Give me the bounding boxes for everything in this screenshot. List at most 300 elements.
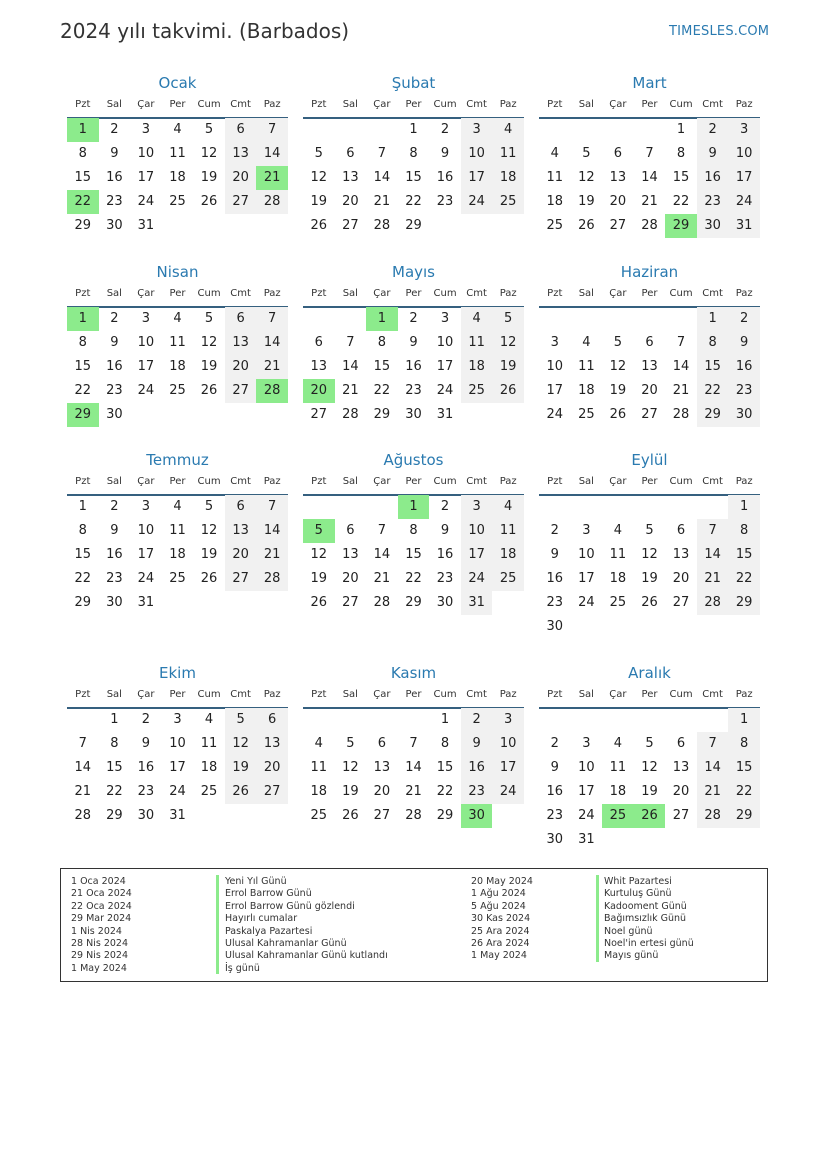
- day-cell[interactable]: 16: [697, 166, 729, 190]
- day-cell[interactable]: 8: [728, 519, 760, 543]
- day-cell[interactable]: 5: [204, 122, 214, 137]
- day-cell[interactable]: 31: [578, 832, 595, 847]
- day-cell[interactable]: 23: [106, 571, 123, 586]
- day-cell[interactable]: 18: [492, 543, 524, 567]
- day-cell[interactable]: 11: [609, 547, 627, 562]
- day-cell[interactable]: 15: [405, 547, 422, 562]
- day-cell[interactable]: 12: [578, 170, 595, 185]
- day-cell[interactable]: 19: [641, 784, 658, 799]
- day-cell[interactable]: 14: [256, 331, 288, 355]
- day-cell[interactable]: 24: [436, 383, 454, 398]
- day-cell[interactable]: 21: [373, 194, 391, 209]
- day-cell[interactable]: 14: [697, 756, 729, 780]
- day-cell[interactable]: 29: [405, 595, 422, 610]
- day-cell[interactable]: 20: [225, 355, 257, 379]
- day-cell[interactable]: 7: [409, 736, 418, 751]
- day-cell[interactable]: 25: [169, 571, 186, 586]
- day-cell[interactable]: 27: [342, 595, 359, 610]
- day-cell[interactable]: 8: [78, 146, 87, 161]
- day-cell[interactable]: 18: [461, 355, 493, 379]
- day-cell[interactable]: 29: [728, 591, 760, 615]
- day-cell[interactable]: 28: [256, 190, 288, 214]
- day-cell[interactable]: 30: [436, 595, 454, 610]
- day-cell[interactable]: 6: [377, 736, 387, 751]
- day-cell[interactable]: 8: [110, 736, 119, 751]
- day-cell[interactable]: 3: [440, 311, 450, 326]
- day-cell[interactable]: 25: [609, 595, 627, 610]
- day-cell[interactable]: 5: [346, 736, 355, 751]
- day-cell[interactable]: 29: [67, 403, 99, 427]
- day-cell[interactable]: 24: [137, 383, 155, 398]
- day-cell[interactable]: 8: [78, 523, 87, 538]
- day-cell[interactable]: 3: [582, 523, 591, 538]
- day-cell[interactable]: 20: [225, 166, 257, 190]
- day-cell[interactable]: 19: [492, 355, 524, 379]
- day-cell[interactable]: 27: [641, 407, 658, 422]
- day-cell[interactable]: 13: [256, 732, 288, 756]
- day-cell[interactable]: 7: [697, 732, 729, 756]
- day-cell[interactable]: 10: [492, 732, 524, 756]
- day-cell[interactable]: 14: [672, 359, 690, 374]
- day-cell[interactable]: 20: [373, 784, 391, 799]
- day-cell[interactable]: 24: [578, 595, 595, 610]
- day-cell[interactable]: 25: [492, 190, 524, 214]
- day-cell[interactable]: 2: [141, 712, 151, 727]
- day-cell[interactable]: 5: [582, 146, 591, 161]
- day-cell[interactable]: 3: [173, 712, 182, 727]
- day-cell[interactable]: 7: [256, 118, 288, 142]
- day-cell[interactable]: 7: [645, 146, 654, 161]
- day-cell[interactable]: 28: [373, 218, 391, 233]
- day-cell[interactable]: 31: [169, 808, 186, 823]
- day-cell[interactable]: 20: [641, 383, 658, 398]
- day-cell[interactable]: 5: [204, 499, 214, 514]
- day-cell[interactable]: 19: [310, 194, 328, 209]
- day-cell[interactable]: 12: [310, 547, 328, 562]
- day-cell[interactable]: 23: [728, 379, 760, 403]
- day-cell[interactable]: 22: [697, 379, 729, 403]
- day-cell[interactable]: 15: [436, 760, 454, 775]
- day-cell[interactable]: 31: [461, 591, 493, 615]
- day-cell[interactable]: 8: [697, 331, 729, 355]
- day-cell[interactable]: 12: [641, 760, 658, 775]
- day-cell[interactable]: 3: [141, 311, 151, 326]
- day-cell[interactable]: 29: [436, 808, 454, 823]
- day-cell[interactable]: 6: [613, 146, 623, 161]
- day-cell[interactable]: 4: [613, 523, 623, 538]
- day-cell[interactable]: 31: [137, 218, 155, 233]
- day-cell[interactable]: 9: [141, 736, 151, 751]
- day-cell[interactable]: 1: [676, 122, 686, 137]
- day-cell[interactable]: 1: [110, 712, 119, 727]
- day-cell[interactable]: 24: [578, 808, 595, 823]
- day-cell[interactable]: 16: [461, 756, 493, 780]
- day-cell[interactable]: 25: [578, 407, 595, 422]
- day-cell[interactable]: 27: [225, 190, 257, 214]
- day-cell[interactable]: 23: [546, 595, 564, 610]
- day-cell[interactable]: 22: [106, 784, 123, 799]
- brand-logo-text[interactable]: TIMESLES.COM: [669, 24, 770, 39]
- day-cell[interactable]: 17: [169, 760, 186, 775]
- day-cell[interactable]: 30: [106, 218, 123, 233]
- day-cell[interactable]: 4: [492, 495, 524, 519]
- day-cell[interactable]: 24: [169, 784, 186, 799]
- day-cell[interactable]: 12: [342, 760, 359, 775]
- day-cell[interactable]: 10: [461, 142, 493, 166]
- day-cell[interactable]: 22: [74, 383, 92, 398]
- day-cell[interactable]: 10: [137, 335, 155, 350]
- day-cell[interactable]: 26: [200, 383, 218, 398]
- day-cell[interactable]: 25: [200, 784, 218, 799]
- day-cell[interactable]: 19: [342, 784, 359, 799]
- day-cell[interactable]: 19: [200, 547, 218, 562]
- day-cell[interactable]: 13: [342, 170, 359, 185]
- day-cell[interactable]: 23: [405, 383, 422, 398]
- day-cell[interactable]: 30: [697, 214, 729, 238]
- day-cell[interactable]: 4: [550, 146, 559, 161]
- day-cell[interactable]: 1: [697, 307, 729, 331]
- day-cell[interactable]: 2: [110, 311, 119, 326]
- day-cell[interactable]: 18: [310, 784, 328, 799]
- day-cell[interactable]: 8: [440, 736, 450, 751]
- day-cell[interactable]: 11: [169, 523, 186, 538]
- day-cell[interactable]: 19: [200, 359, 218, 374]
- day-cell[interactable]: 13: [672, 547, 690, 562]
- day-cell[interactable]: 7: [377, 523, 387, 538]
- day-cell[interactable]: 13: [373, 760, 391, 775]
- day-cell[interactable]: 17: [137, 359, 155, 374]
- day-cell[interactable]: 17: [137, 170, 155, 185]
- day-cell[interactable]: 14: [74, 760, 92, 775]
- day-cell[interactable]: 14: [373, 547, 391, 562]
- day-cell[interactable]: 21: [672, 383, 690, 398]
- day-cell[interactable]: 23: [461, 780, 493, 804]
- day-cell[interactable]: 25: [169, 194, 186, 209]
- day-cell[interactable]: 24: [137, 571, 155, 586]
- day-cell[interactable]: 6: [256, 708, 288, 732]
- day-cell[interactable]: 3: [582, 736, 591, 751]
- day-cell[interactable]: 29: [405, 218, 422, 233]
- day-cell[interactable]: 28: [697, 804, 729, 828]
- day-cell[interactable]: 11: [200, 736, 218, 751]
- day-cell[interactable]: 7: [256, 495, 288, 519]
- day-cell[interactable]: 9: [440, 146, 450, 161]
- day-cell[interactable]: 15: [373, 359, 391, 374]
- day-cell[interactable]: 27: [310, 407, 328, 422]
- day-cell[interactable]: 18: [200, 760, 218, 775]
- day-cell[interactable]: 26: [492, 379, 524, 403]
- day-cell[interactable]: 4: [461, 307, 493, 331]
- day-cell[interactable]: 5: [204, 311, 214, 326]
- day-cell[interactable]: 13: [609, 170, 627, 185]
- day-cell[interactable]: 17: [578, 571, 595, 586]
- day-cell[interactable]: 12: [492, 331, 524, 355]
- day-cell[interactable]: 2: [110, 122, 119, 137]
- day-cell[interactable]: 27: [609, 218, 627, 233]
- day-cell[interactable]: 21: [697, 567, 729, 591]
- day-cell[interactable]: 24: [492, 780, 524, 804]
- day-cell[interactable]: 6: [346, 523, 355, 538]
- day-cell[interactable]: 14: [373, 170, 391, 185]
- day-cell[interactable]: 11: [492, 519, 524, 543]
- day-cell[interactable]: 9: [550, 547, 559, 562]
- day-cell[interactable]: 12: [310, 170, 328, 185]
- day-cell[interactable]: 5: [613, 335, 623, 350]
- day-cell[interactable]: 10: [578, 547, 595, 562]
- day-cell[interactable]: 15: [74, 170, 92, 185]
- day-cell[interactable]: 26: [578, 218, 595, 233]
- day-cell[interactable]: 19: [578, 194, 595, 209]
- day-cell[interactable]: 25: [169, 383, 186, 398]
- day-cell[interactable]: 29: [106, 808, 123, 823]
- day-cell[interactable]: 18: [609, 571, 627, 586]
- day-cell[interactable]: 17: [436, 359, 454, 374]
- day-cell[interactable]: 2: [440, 122, 450, 137]
- day-cell[interactable]: 22: [373, 383, 391, 398]
- day-cell[interactable]: 27: [373, 808, 391, 823]
- day-cell[interactable]: 8: [78, 335, 87, 350]
- day-cell[interactable]: 28: [256, 379, 288, 403]
- day-cell[interactable]: 10: [169, 736, 186, 751]
- day-cell[interactable]: 16: [405, 359, 422, 374]
- day-cell[interactable]: 12: [609, 359, 627, 374]
- day-cell[interactable]: 30: [106, 595, 123, 610]
- day-cell[interactable]: 20: [672, 784, 690, 799]
- day-cell[interactable]: 7: [377, 146, 387, 161]
- day-cell[interactable]: 15: [728, 543, 760, 567]
- day-cell[interactable]: 11: [578, 359, 595, 374]
- day-cell[interactable]: 6: [225, 495, 257, 519]
- day-cell[interactable]: 10: [546, 359, 564, 374]
- day-cell[interactable]: 4: [582, 335, 591, 350]
- day-cell[interactable]: 13: [225, 331, 257, 355]
- day-cell[interactable]: 22: [672, 194, 690, 209]
- day-cell[interactable]: 6: [676, 523, 686, 538]
- day-cell[interactable]: 31: [728, 214, 760, 238]
- day-cell[interactable]: 29: [74, 218, 92, 233]
- day-cell[interactable]: 26: [310, 218, 328, 233]
- day-cell[interactable]: 23: [436, 571, 454, 586]
- day-cell[interactable]: 28: [405, 808, 422, 823]
- day-cell[interactable]: 1: [440, 712, 450, 727]
- day-cell[interactable]: 16: [546, 784, 564, 799]
- day-cell[interactable]: 26: [310, 595, 328, 610]
- day-cell[interactable]: 13: [310, 359, 328, 374]
- day-cell[interactable]: 27: [342, 218, 359, 233]
- day-cell[interactable]: 8: [377, 335, 387, 350]
- day-cell[interactable]: 15: [405, 170, 422, 185]
- day-cell[interactable]: 27: [672, 808, 690, 823]
- day-cell[interactable]: 24: [546, 407, 564, 422]
- day-cell[interactable]: 3: [461, 118, 493, 142]
- day-cell[interactable]: 18: [578, 383, 595, 398]
- day-cell[interactable]: 12: [641, 547, 658, 562]
- day-cell[interactable]: 27: [256, 780, 288, 804]
- day-cell[interactable]: 10: [728, 142, 760, 166]
- day-cell[interactable]: 28: [672, 407, 690, 422]
- day-cell[interactable]: 19: [310, 571, 328, 586]
- day-cell[interactable]: 26: [342, 808, 359, 823]
- day-cell[interactable]: 24: [461, 190, 493, 214]
- day-cell[interactable]: 4: [173, 499, 182, 514]
- day-cell[interactable]: 1: [728, 495, 760, 519]
- day-cell[interactable]: 4: [204, 712, 214, 727]
- day-cell[interactable]: 11: [310, 760, 328, 775]
- day-cell[interactable]: 6: [225, 307, 257, 331]
- day-cell[interactable]: 17: [492, 756, 524, 780]
- day-cell[interactable]: 11: [492, 142, 524, 166]
- day-cell[interactable]: 24: [728, 190, 760, 214]
- day-cell[interactable]: 17: [578, 784, 595, 799]
- day-cell[interactable]: 15: [74, 547, 92, 562]
- day-cell[interactable]: 17: [461, 166, 493, 190]
- day-cell[interactable]: 30: [405, 407, 422, 422]
- day-cell[interactable]: 17: [546, 383, 564, 398]
- day-cell[interactable]: 2: [728, 307, 760, 331]
- day-cell[interactable]: 10: [578, 760, 595, 775]
- day-cell[interactable]: 4: [492, 118, 524, 142]
- day-cell[interactable]: 3: [461, 495, 493, 519]
- day-cell[interactable]: 2: [550, 523, 559, 538]
- day-cell[interactable]: 29: [665, 214, 697, 238]
- day-cell[interactable]: 22: [405, 571, 422, 586]
- day-cell[interactable]: 25: [546, 218, 564, 233]
- day-cell[interactable]: 31: [436, 407, 454, 422]
- day-cell[interactable]: 5: [492, 307, 524, 331]
- day-cell[interactable]: 2: [550, 736, 559, 751]
- day-cell[interactable]: 7: [346, 335, 355, 350]
- day-cell[interactable]: 23: [106, 194, 123, 209]
- day-cell[interactable]: 19: [609, 383, 627, 398]
- day-cell[interactable]: 12: [200, 335, 218, 350]
- day-cell[interactable]: 1: [78, 499, 87, 514]
- day-cell[interactable]: 24: [461, 567, 493, 591]
- day-cell[interactable]: 28: [342, 407, 359, 422]
- day-cell[interactable]: 12: [200, 523, 218, 538]
- day-cell[interactable]: 13: [342, 547, 359, 562]
- day-cell[interactable]: 5: [645, 736, 654, 751]
- day-cell[interactable]: 2: [440, 499, 450, 514]
- day-cell[interactable]: 28: [697, 591, 729, 615]
- day-cell[interactable]: 23: [697, 190, 729, 214]
- day-cell[interactable]: 26: [200, 571, 218, 586]
- day-cell[interactable]: 11: [609, 760, 627, 775]
- day-cell[interactable]: 20: [342, 194, 359, 209]
- day-cell[interactable]: 9: [697, 142, 729, 166]
- day-cell[interactable]: 30: [546, 619, 564, 634]
- day-cell[interactable]: 25: [310, 808, 328, 823]
- day-cell[interactable]: 2: [409, 311, 418, 326]
- day-cell[interactable]: 7: [256, 307, 288, 331]
- day-cell[interactable]: 29: [728, 804, 760, 828]
- day-cell[interactable]: 31: [137, 595, 155, 610]
- day-cell[interactable]: 10: [137, 523, 155, 538]
- day-cell[interactable]: 15: [106, 760, 123, 775]
- day-cell[interactable]: 6: [314, 335, 323, 350]
- day-cell[interactable]: 26: [641, 595, 658, 610]
- day-cell[interactable]: 30: [728, 403, 760, 427]
- day-cell[interactable]: 2: [110, 499, 119, 514]
- day-cell[interactable]: 19: [200, 170, 218, 185]
- day-cell[interactable]: 14: [256, 519, 288, 543]
- day-cell[interactable]: 23: [106, 383, 123, 398]
- day-cell[interactable]: 21: [405, 784, 422, 799]
- day-cell[interactable]: 1: [67, 118, 99, 142]
- day-cell[interactable]: 5: [225, 708, 257, 732]
- day-cell[interactable]: 22: [405, 194, 422, 209]
- day-cell[interactable]: 9: [461, 732, 493, 756]
- day-cell[interactable]: 13: [225, 142, 257, 166]
- day-cell[interactable]: 3: [141, 499, 151, 514]
- day-cell[interactable]: 26: [200, 194, 218, 209]
- day-cell[interactable]: 11: [461, 331, 493, 355]
- day-cell[interactable]: 18: [169, 547, 186, 562]
- day-cell[interactable]: 22: [728, 780, 760, 804]
- day-cell[interactable]: 13: [225, 519, 257, 543]
- day-cell[interactable]: 23: [436, 194, 454, 209]
- day-cell[interactable]: 27: [225, 379, 257, 403]
- day-cell[interactable]: 18: [546, 194, 564, 209]
- day-cell[interactable]: 3: [550, 335, 559, 350]
- day-cell[interactable]: 3: [141, 122, 151, 137]
- day-cell[interactable]: 5: [645, 523, 654, 538]
- day-cell[interactable]: 7: [697, 519, 729, 543]
- day-cell[interactable]: 20: [672, 571, 690, 586]
- day-cell[interactable]: 24: [137, 194, 155, 209]
- day-cell[interactable]: 15: [74, 359, 92, 374]
- day-cell[interactable]: 9: [440, 523, 450, 538]
- day-cell[interactable]: 7: [676, 335, 686, 350]
- day-cell[interactable]: 18: [609, 784, 627, 799]
- day-cell[interactable]: 28: [373, 595, 391, 610]
- day-cell[interactable]: 27: [672, 595, 690, 610]
- day-cell[interactable]: 21: [256, 355, 288, 379]
- day-cell[interactable]: 21: [256, 166, 288, 190]
- day-cell[interactable]: 22: [728, 567, 760, 591]
- day-cell[interactable]: 10: [436, 335, 454, 350]
- day-cell[interactable]: 26: [225, 780, 257, 804]
- day-cell[interactable]: 6: [225, 118, 257, 142]
- day-cell[interactable]: 19: [225, 756, 257, 780]
- day-cell[interactable]: 9: [110, 335, 119, 350]
- day-cell[interactable]: 20: [256, 756, 288, 780]
- day-cell[interactable]: 25: [492, 567, 524, 591]
- day-cell[interactable]: 21: [697, 780, 729, 804]
- day-cell[interactable]: 19: [641, 571, 658, 586]
- day-cell[interactable]: 16: [137, 760, 155, 775]
- day-cell[interactable]: 2: [697, 118, 729, 142]
- day-cell[interactable]: 1: [398, 495, 430, 519]
- day-cell[interactable]: 13: [641, 359, 658, 374]
- day-cell[interactable]: 20: [303, 379, 335, 403]
- day-cell[interactable]: 15: [697, 355, 729, 379]
- day-cell[interactable]: 14: [405, 760, 422, 775]
- day-cell[interactable]: 1: [67, 307, 99, 331]
- day-cell[interactable]: 30: [461, 804, 493, 828]
- day-cell[interactable]: 17: [461, 543, 493, 567]
- day-cell[interactable]: 17: [728, 166, 760, 190]
- day-cell[interactable]: 16: [436, 547, 454, 562]
- day-cell[interactable]: 21: [256, 543, 288, 567]
- day-cell[interactable]: 13: [672, 760, 690, 775]
- day-cell[interactable]: 8: [409, 523, 418, 538]
- day-cell[interactable]: 16: [106, 170, 123, 185]
- day-cell[interactable]: 11: [169, 146, 186, 161]
- day-cell[interactable]: 14: [256, 142, 288, 166]
- day-cell[interactable]: 8: [728, 732, 760, 756]
- day-cell[interactable]: 11: [546, 170, 564, 185]
- day-cell[interactable]: 26: [634, 804, 666, 828]
